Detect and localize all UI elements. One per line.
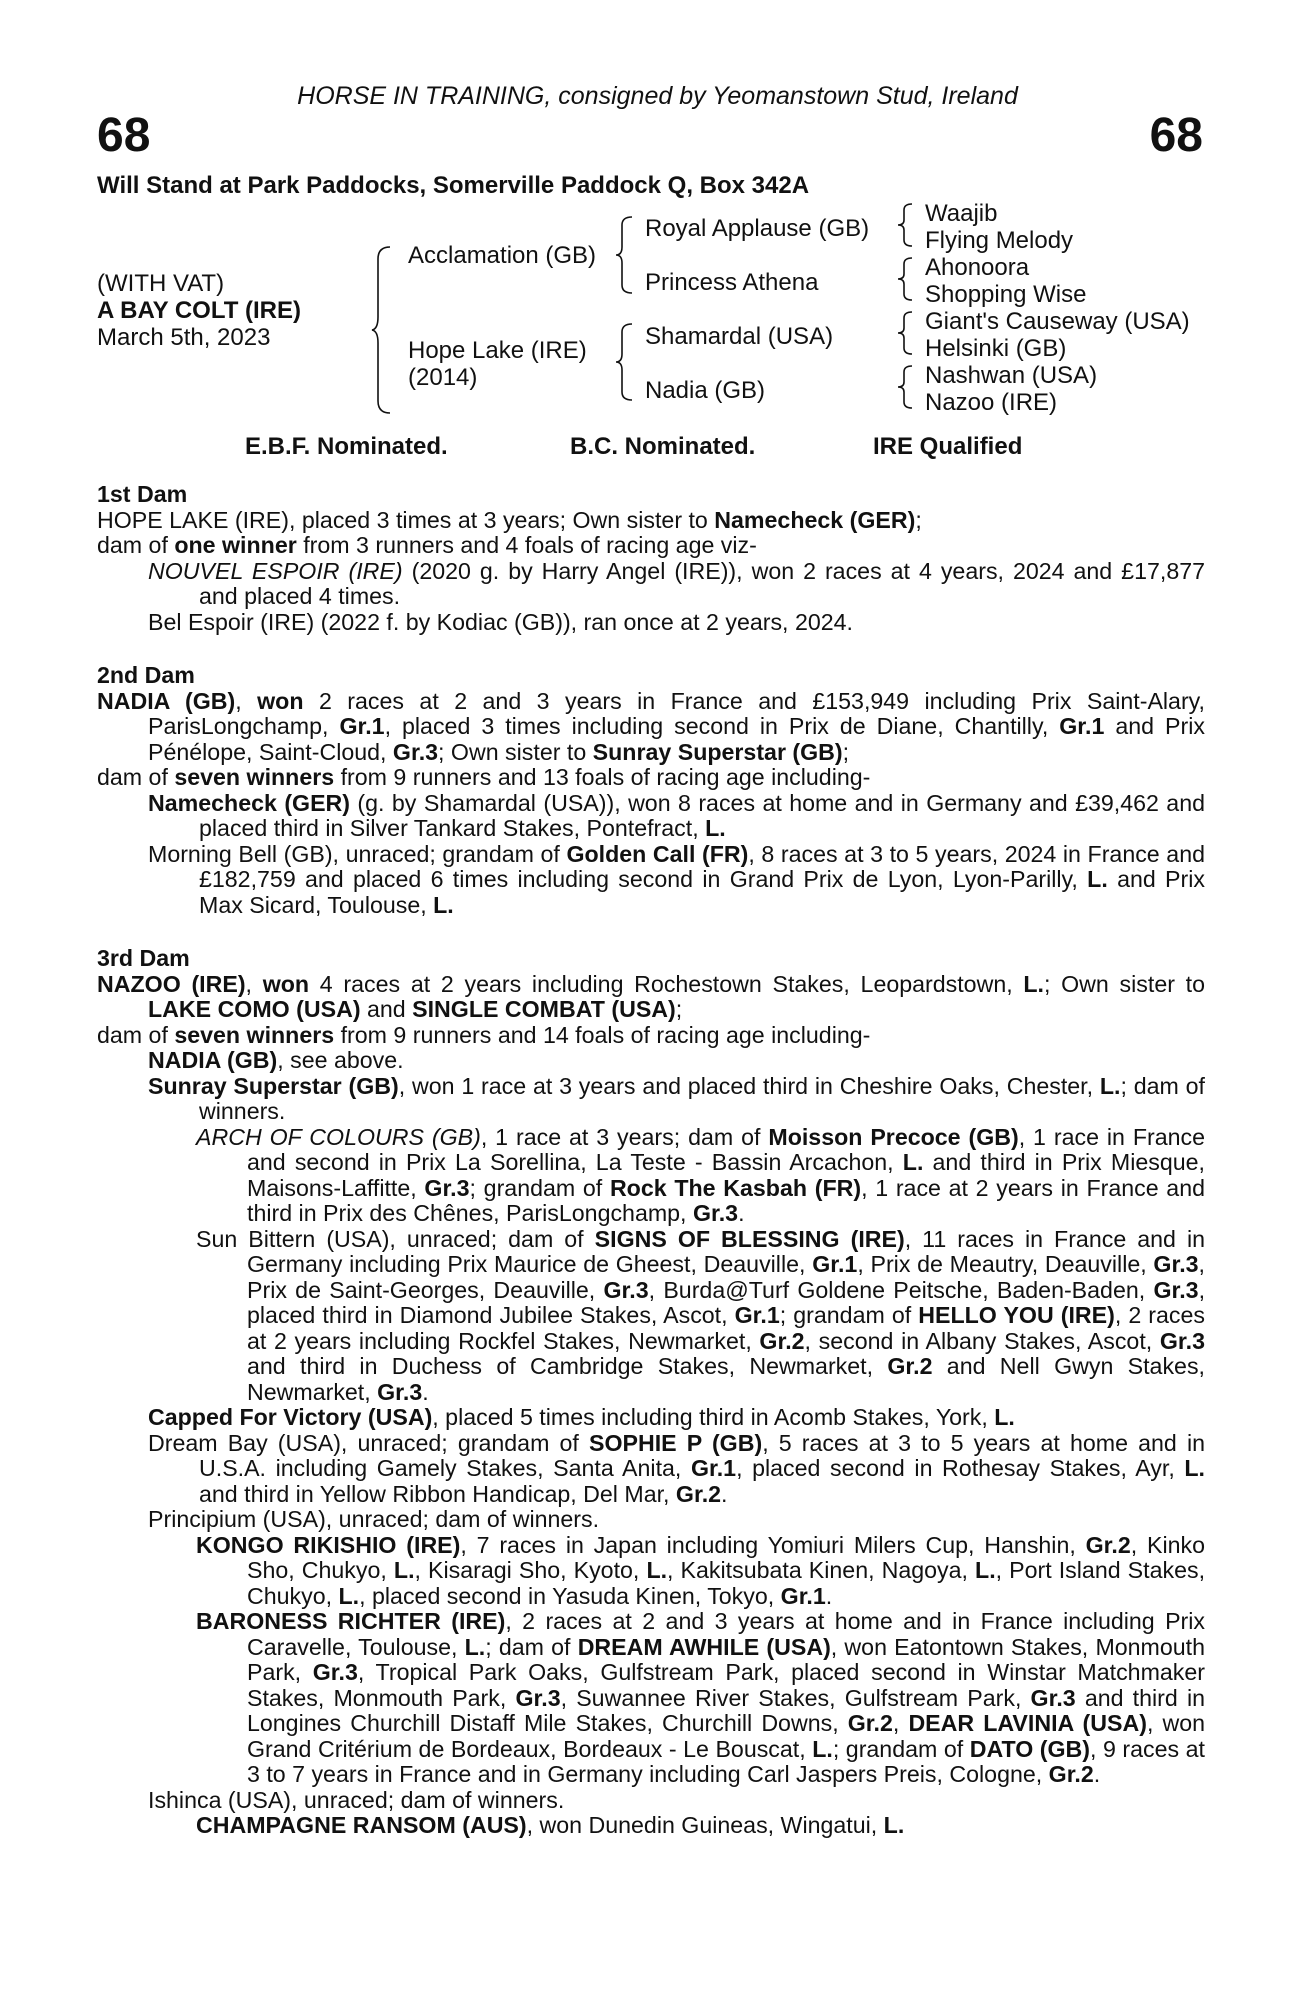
produce-entry	[97, 1125, 1205, 1227]
produce-record	[97, 482, 1205, 1839]
text: 4 races at 2 years including Rochestown Stakes, Leopardstown,	[309, 970, 1024, 997]
grandsire-1: Waajib	[925, 200, 998, 227]
bold-text: Gr.1	[734, 1302, 780, 1328]
text: ; Own sister to	[1043, 970, 1205, 997]
produce-entry	[97, 559, 1205, 610]
bold-text: L.	[1023, 970, 1044, 997]
bold-text: L.	[994, 1404, 1015, 1430]
section-heading: 1st Dam	[97, 481, 188, 507]
bold-text: one winner	[174, 532, 297, 558]
bold-text: L.	[812, 1735, 833, 1762]
text: from 9 runners and 14 foals of racing age including-	[334, 1021, 871, 1048]
italic-text: NOUVEL ESPOIR (IRE)	[148, 557, 403, 584]
bold-text: Gr.1	[780, 1582, 826, 1609]
text: .	[825, 1582, 833, 1609]
bold-text: Gr.2	[675, 1480, 722, 1507]
text: .	[721, 1480, 728, 1507]
text: and third in Yellow Ribbon Handicap, Del Mar,	[199, 1480, 676, 1507]
grandsire-4: Shopping Wise	[925, 281, 1087, 308]
dam-section	[97, 946, 1205, 1839]
text: and third in Longines Churchill Distaff Mile Stakes, Churchill Downs,	[247, 1684, 1205, 1736]
dam-foaled-year: (2014)	[408, 364, 478, 391]
produce-entry	[97, 1788, 1205, 1814]
bold-text: DEAR LAVINIA (USA)	[908, 1710, 1147, 1736]
bold-text: won	[262, 970, 310, 997]
text: and Prix Pénélope, Saint-Cloud,	[148, 713, 1205, 765]
produce-entry	[97, 610, 1205, 636]
text: from 3 runners and 4 foals of racing age viz-	[296, 532, 757, 558]
ebf-nomination: E.B.F. Nominated.	[245, 433, 448, 460]
text: , placed third in Diamond Jubilee Stakes, Ascot,	[247, 1276, 1206, 1328]
bold-text: L.	[883, 1812, 905, 1838]
text: , Suwannee River Stakes, Gulfstream Park,	[560, 1684, 1031, 1711]
pedigree-brace-g4	[896, 364, 916, 410]
bold-text: L.	[1099, 1072, 1121, 1099]
text: Bel Espoir (IRE) (2022 f. by Kodiac (GB)), ran once at 2 years, 2024.	[148, 608, 853, 635]
grandsire-8: Nazoo (IRE)	[925, 389, 1058, 416]
bold-text: L.	[705, 815, 726, 841]
produce-entry	[97, 1507, 1205, 1533]
text: , 2 races at 2 and 3 years at home and in France including Prix Caravelle, Toulouse,	[247, 1608, 1206, 1660]
grandsire-7: Nashwan (USA)	[925, 362, 1098, 389]
text: , Port Island Stakes, Chukyo,	[247, 1557, 1206, 1609]
vat-note: (WITH VAT)	[97, 270, 225, 297]
text: dam of	[97, 764, 175, 790]
bold-text: Gr.3	[1153, 1251, 1199, 1277]
text: , won 1 race at 3 years and placed third in Cheshire Oaks, Chester,	[398, 1072, 1100, 1099]
text: , second in Albany Stakes, Ascot,	[804, 1327, 1160, 1354]
text: and Nell Gwyn Stakes, Newmarket,	[247, 1353, 1205, 1405]
text: , Kakitsubata Kinen, Nagoya,	[667, 1557, 976, 1583]
bold-text: NAZOO (IRE)	[97, 970, 246, 997]
bold-text: BARONESS RICHTER (IRE)	[196, 1608, 506, 1634]
bold-text: L.	[1184, 1455, 1205, 1481]
bold-text: Gr.3	[1159, 1327, 1205, 1354]
text: ; dam of	[485, 1633, 578, 1660]
text: , 7 races in Japan including Yomiuri Milers Cup, Hanshin,	[460, 1531, 1086, 1558]
bold-text: NADIA (GB)	[97, 687, 236, 714]
produce-entry	[97, 842, 1205, 919]
text: , 1 race at 2 years in France and third in Prix des Chênes, ParisLongchamp,	[247, 1174, 1205, 1226]
text: dam of	[97, 532, 175, 558]
pedigree-brace-g1	[896, 202, 916, 248]
text: .	[738, 1200, 745, 1226]
text: (2020 g. by Harry Angel (IRE)), won 2 races at 4 years, 2024 and £17,877 and placed 4 times.	[199, 557, 1206, 609]
text: , placed 5 times including third in Acomb Stakes, York,	[432, 1404, 995, 1430]
text: , placed 3 times including second in Prix de Diane, Chantilly,	[384, 713, 1060, 739]
produce-entry	[97, 1533, 1205, 1610]
grandsire-3: Ahonoora	[925, 254, 1030, 281]
bold-text: Golden Call (FR)	[566, 840, 749, 867]
produce-entry	[97, 1813, 1205, 1839]
text: , Kinko Sho, Chukyo,	[247, 1531, 1205, 1583]
pedigree-brace-sire	[614, 215, 636, 295]
consignment-heading: HORSE IN TRAINING, consigned by Yeomanstown Stud, Ireland	[297, 82, 1018, 110]
bc-nomination: B.C. Nominated.	[570, 433, 756, 460]
pedigree-brace-g3	[896, 310, 916, 356]
bold-text: Gr.3	[603, 1276, 649, 1303]
bold-text: L.	[975, 1557, 996, 1583]
text: and Prix Max Sicard, Toulouse,	[199, 866, 1205, 918]
produce-entry	[97, 972, 1205, 1023]
text: from 9 runners and 13 foals of racing age including-	[334, 764, 871, 790]
text: , 1 race in France and second in Prix La Sorellina, La Teste - Bassin Arcachon,	[247, 1123, 1205, 1175]
bold-text: Gr.3	[312, 1659, 358, 1685]
pedigree-brace-dam	[614, 322, 636, 402]
produce-entry	[97, 1023, 1205, 1049]
bold-text: DREAM AWHILE (USA)	[577, 1633, 831, 1660]
produce-entry	[97, 765, 1205, 791]
text: ; grandam of	[779, 1302, 919, 1328]
text: Dream Bay (USA), unraced; grandam of	[148, 1429, 590, 1456]
text: ,	[892, 1710, 909, 1736]
horse-name: A BAY COLT (IRE)	[97, 297, 302, 324]
text: ; Own sister to	[438, 738, 593, 765]
pedigree-brace-g2	[896, 256, 916, 302]
produce-entry	[97, 1431, 1205, 1508]
bold-text: Gr.3	[424, 1174, 470, 1201]
bold-text: KONGO RIKISHIO (IRE)	[196, 1531, 461, 1558]
ire-qualified: IRE Qualified	[873, 433, 1023, 460]
dam-section	[97, 482, 1205, 635]
bold-text: Gr.2	[759, 1327, 805, 1354]
produce-entry	[97, 1405, 1205, 1431]
text: , 9 races at 3 to 7 years in France and in Germany including Carl Jaspers Preis, Cologne,	[247, 1735, 1205, 1787]
text: , Tropical Park Oaks, Gulfstream Park, placed second in Winstar Matchmaker Stakes, Monmouth Park,	[247, 1659, 1205, 1711]
bold-text: Gr.3	[1153, 1276, 1199, 1303]
text: , placed second in Yasuda Kinen, Tokyo,	[359, 1582, 781, 1609]
bold-text: Gr.2	[1085, 1531, 1131, 1558]
produce-entry	[97, 1227, 1205, 1406]
bold-text: Gr.1	[690, 1455, 737, 1481]
text: ,	[235, 687, 258, 714]
bold-text: Namecheck (GER)	[148, 789, 351, 816]
bold-text: seven winners	[174, 1021, 335, 1048]
text: , 1 race at 3 years; dam of	[480, 1123, 769, 1150]
text: ;	[915, 506, 922, 533]
bold-text: Sunray Superstar (GB)	[592, 738, 843, 765]
text: Ishinca (USA), unraced; dam of winners.	[148, 1786, 565, 1813]
grandsire-6: Helsinki (GB)	[925, 335, 1067, 362]
text: 2 races at 2 and 3 years in France and £153,949 including Prix Saint-Alary, ParisLongchamp,	[148, 687, 1205, 739]
text: Sun Bittern (USA), unraced; dam of	[196, 1225, 595, 1252]
text: , won Eatontown Stakes, Monmouth Park,	[247, 1633, 1205, 1685]
dam-section	[97, 663, 1205, 918]
text: ,	[245, 970, 263, 997]
text: .	[422, 1378, 429, 1405]
text: and third in Duchess of Cambridge Stakes, Newmarket,	[247, 1353, 888, 1379]
produce-entry	[97, 508, 1205, 534]
bold-text: seven winners	[174, 764, 335, 790]
bold-text: L.	[902, 1149, 924, 1175]
bold-text: Sunray Superstar (GB)	[148, 1072, 399, 1099]
produce-entry	[97, 791, 1205, 842]
lot-number-left: 68	[97, 109, 151, 162]
section-heading: 3rd Dam	[97, 945, 190, 971]
text: ;	[842, 738, 850, 765]
text: , Burda@Turf Goldene Peitsche, Baden-Baden,	[648, 1276, 1154, 1303]
bold-text: DATO (GB)	[969, 1735, 1091, 1762]
text: dam of	[97, 1021, 175, 1048]
bold-text: Gr.3	[377, 1378, 423, 1405]
bold-text: Gr.2	[847, 1710, 893, 1736]
text: and	[360, 996, 413, 1022]
bold-text: SINGLE COMBAT (USA)	[412, 996, 676, 1022]
lot-number-right: 68	[1149, 109, 1203, 162]
bold-text: won	[257, 687, 304, 714]
bold-text: CHAMPAGNE RANSOM (AUS)	[196, 1812, 527, 1838]
grandsire-2: Flying Melody	[925, 227, 1074, 254]
text: , see above.	[277, 1047, 404, 1073]
text: , 5 races at 3 to 5 years at home and in U.S.A. including Gamely Stakes, Santa Anita,	[199, 1429, 1205, 1481]
bold-text: L.	[464, 1633, 486, 1660]
text: , 2 races at 2 years including Rockfel Stakes, Newmarket,	[247, 1302, 1205, 1354]
text: .	[1093, 1761, 1101, 1787]
text: Morning Bell (GB), unraced; grandam of	[148, 840, 567, 867]
text: (g. by Shamardal (USA)), won 8 races at home and in Germany and £39,462 and placed third in Silver Tankard Stakes, Pontefract,	[199, 789, 1205, 841]
text: , Prix de Meautry, Deauville,	[857, 1251, 1154, 1277]
section-heading: 2nd Dam	[97, 662, 195, 688]
bold-text: Rock The Kasbah (FR)	[609, 1174, 862, 1201]
dam-dam-name: Nadia (GB)	[645, 377, 766, 404]
bold-text: Capped For Victory (USA)	[148, 1404, 433, 1430]
bold-text: SIGNS OF BLESSING (IRE)	[594, 1225, 905, 1252]
bold-text: LAKE COMO (USA)	[148, 996, 361, 1022]
text: , 11 races in France and in Germany including Prix Maurice de Gheest, Deauville,	[247, 1225, 1205, 1277]
sire-name: Acclamation (GB)	[408, 242, 597, 269]
bold-text: L.	[338, 1582, 360, 1609]
bold-text: Gr.1	[812, 1251, 858, 1277]
sire-dam-name: Princess Athena	[645, 269, 819, 296]
bold-text: L.	[393, 1557, 415, 1583]
bold-text: Gr.3	[515, 1684, 561, 1711]
text: Principium (USA), unraced; dam of winners.	[148, 1506, 600, 1532]
produce-entry	[97, 1048, 1205, 1074]
text: and third in Prix Miesque, Maisons-Laffitte,	[247, 1149, 1205, 1201]
text: ; grandam of	[832, 1735, 970, 1762]
bold-text: L.	[1087, 866, 1108, 892]
text: ; grandam of	[469, 1174, 610, 1201]
dam-sire-name: Shamardal (USA)	[645, 323, 834, 350]
bold-text: Gr.2	[1048, 1761, 1094, 1787]
bold-text: HELLO YOU (IRE)	[918, 1302, 1115, 1328]
foaling-date: March 5th, 2023	[97, 324, 271, 351]
text: , Kisaragi Sho, Kyoto,	[414, 1557, 647, 1583]
produce-entry	[97, 533, 1205, 559]
text: ;	[675, 996, 683, 1022]
text: , won Dunedin Guineas, Wingatui,	[526, 1812, 884, 1838]
italic-text: ARCH OF COLOURS (GB)	[196, 1123, 481, 1150]
bold-text: L.	[433, 891, 454, 918]
text: ; dam of winners.	[199, 1072, 1205, 1124]
stand-location: Will Stand at Park Paddocks, Somerville Paddock Q, Box 342A	[97, 172, 810, 199]
sire-sire-name: Royal Applause (GB)	[645, 215, 870, 242]
grandsire-5: Giant's Causeway (USA)	[925, 308, 1190, 335]
produce-entry	[97, 1609, 1205, 1788]
text: , won Grand Critérium de Bordeaux, Bordeaux - Le Bouscat,	[247, 1710, 1206, 1762]
bold-text: Gr.1	[339, 713, 385, 739]
produce-entry	[97, 1074, 1205, 1125]
bold-text: Gr.2	[887, 1353, 933, 1379]
bold-text: Moisson Precoce (GB)	[768, 1123, 1019, 1150]
bold-text: Gr.1	[1059, 713, 1105, 739]
bold-text: Gr.3	[692, 1200, 739, 1226]
bold-text: Gr.3	[1030, 1684, 1076, 1711]
pedigree-brace-main	[370, 245, 394, 415]
text: HOPE LAKE (IRE), placed 3 times at 3 years; Own sister to	[97, 506, 715, 533]
bold-text: SOPHIE P (GB)	[589, 1429, 763, 1456]
text: , 8 races at 3 to 5 years, 2024 in France and £182,759 and placed 6 times including second in Grand Prix de Lyon, Lyon-Parilly,	[199, 840, 1205, 892]
text: , Prix de Saint-Georges, Deauville,	[247, 1251, 1205, 1303]
bold-text: Namecheck (GER)	[714, 506, 916, 533]
dam-name: Hope Lake (IRE)	[408, 337, 587, 364]
bold-text: NADIA (GB)	[148, 1047, 278, 1073]
bold-text: Gr.3	[392, 738, 439, 765]
produce-entry	[97, 689, 1205, 766]
bold-text: L.	[646, 1557, 668, 1583]
text: , placed second in Rothesay Stakes, Ayr,	[736, 1455, 1185, 1481]
